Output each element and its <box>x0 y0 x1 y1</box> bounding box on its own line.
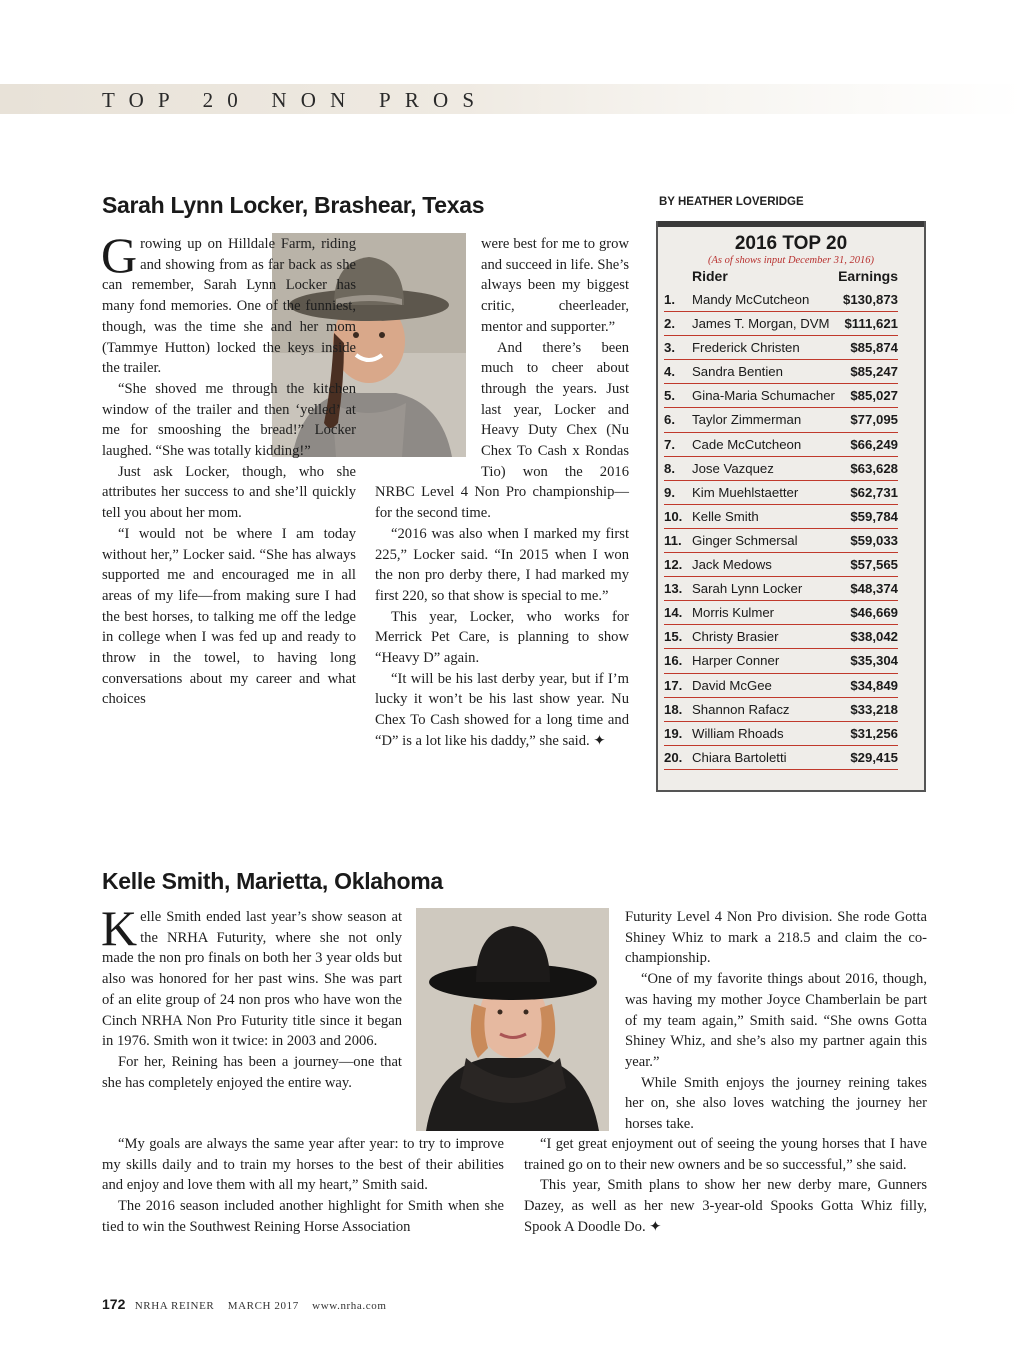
rank: 16. <box>664 653 683 669</box>
dropcap: K <box>101 900 138 956</box>
table-row <box>664 384 898 408</box>
article2-paragraph: “I get great enjoyment out of seeing the young horses that I have trained go on to their new owners and be so successful,” she said. <box>524 1136 927 1173</box>
rank: 11. <box>664 532 682 548</box>
rider-name: Gina-Maria Schumacher <box>692 388 835 404</box>
portrait-hat-woman-icon <box>416 908 609 1131</box>
byline: BY HEATHER LOVERIDGE <box>659 196 804 208</box>
article2-paragraph: While Smith enjoys the journey reining takes her on, she also loves watching the journey her horses take. <box>625 1074 927 1133</box>
earnings: $59,784 <box>850 508 898 524</box>
article1-paragraph: “I would not be where I am today without her,” Locker said. “She has always supported me and encouraged me in all areas of my life—from making sure I had the best horses, to talking me off the ledge in college when I was fed up and ready to throw in the towel, to having long conversations about my career and what choices <box>102 525 356 708</box>
table-row <box>664 698 898 722</box>
article2-column-2-lower <box>524 1134 927 1238</box>
rank: 5. <box>664 388 675 404</box>
top20-table <box>656 221 926 792</box>
article2-paragraph: The 2016 season included another highlight for Smith when she tied to win the Southwest Reining Horse Association <box>102 1198 504 1235</box>
rider-name: Christy Brasier <box>692 629 779 645</box>
page-number: 172 <box>102 1296 126 1312</box>
article1-headline: Sarah Lynn Locker, Brashear, Texas <box>102 192 485 218</box>
article1-paragraph: And there’s been much to cheer about through the years. Just last year, Locker and Heavy Duty Chex (Nu Chex To Cash x Rondas Tio) won the 2016 NRBC Level 4 Non Pro championship—for the second time. <box>375 339 629 522</box>
rank: 2. <box>664 316 675 332</box>
table-row <box>664 312 898 336</box>
rank: 7. <box>664 436 675 452</box>
article2-column-1 <box>101 900 402 1093</box>
rank: 13. <box>664 581 683 597</box>
article2-paragraph: “One of my favorite things about 2016, though, was having my mother Joyce Chamberlain be part of my team again,” Smith said. “She owns Gotta Shiney Whiz, and she’s also my partner again this year.” <box>625 971 927 1070</box>
table-row <box>664 505 898 529</box>
table-row <box>664 625 898 649</box>
column-header-rider: Rider <box>692 268 728 284</box>
table-subtitle: (As of shows input December 31, 2016) <box>708 255 874 266</box>
rider-name: Ginger Schmersal <box>692 532 798 548</box>
earnings: $31,256 <box>850 725 898 741</box>
table-row <box>664 553 898 577</box>
earnings: $130,873 <box>842 292 898 307</box>
table-row <box>664 577 898 601</box>
section-title: TOP 20 NON PROS <box>102 88 489 112</box>
rider-name: Frederick Christen <box>692 340 800 356</box>
rider-name: William Rhoads <box>692 725 784 741</box>
article1-paragraph: This year, Locker, who works for Merrick Pet Care, is planning to show “Heavy D” again. <box>375 608 629 667</box>
rider-name: Sarah Lynn Locker <box>692 581 803 597</box>
rank: 10. <box>664 508 683 524</box>
table-title: 2016 TOP 20 <box>734 233 848 254</box>
rank: 18. <box>664 701 683 717</box>
article2-paragraph: Futurity Level 4 Non Pro division. She rode Gotta Shiney Whiz to mark a 218.5 and claim the co-championship. <box>625 909 927 967</box>
table-row <box>664 336 898 360</box>
table-row <box>664 674 898 698</box>
rank: 4. <box>664 364 675 380</box>
table-row <box>664 408 898 432</box>
table-row <box>664 433 898 457</box>
rank: 6. <box>664 412 675 428</box>
table-row <box>664 481 898 505</box>
website-link[interactable]: www.nrha.com <box>312 1300 387 1312</box>
rider-name: Jack Medows <box>692 557 772 573</box>
earnings: $62,731 <box>850 484 898 500</box>
section-banner <box>0 84 1024 114</box>
article1-paragraph: Just ask Locker, though, who she attributes her success to and she’ll quickly tell you about her mom. <box>102 463 356 522</box>
rider-name: Kim Muehlstaetter <box>692 484 799 500</box>
article1-paragraph: “It will be his last derby year, but if I’m lucky it won’t be his last show year. Nu Chex To Cash showed for a long time and “D” is a lot like his daddy,” she said. ✦ <box>375 670 629 749</box>
rank: 14. <box>664 605 683 621</box>
earnings: $48,374 <box>850 581 898 597</box>
article1-paragraph: were best for me to grow and succeed in life. She’s always been my biggest critic, cheerleader, mentor and supporter.” <box>481 236 629 335</box>
rider-name: Mandy McCutcheon <box>692 292 810 307</box>
earnings: $85,027 <box>850 388 898 404</box>
article2-column-1-lower <box>102 1134 504 1238</box>
kelle-smith-photo <box>416 908 609 1131</box>
rider-name: Sandra Bentien <box>692 364 783 380</box>
article2-column-2 <box>625 907 927 1135</box>
article1-column-1 <box>101 227 356 710</box>
earnings: $59,033 <box>850 532 898 548</box>
table-row <box>664 288 898 312</box>
earnings: $66,249 <box>850 436 898 452</box>
table-row <box>664 529 898 553</box>
earnings: $34,849 <box>850 677 898 693</box>
table-row <box>664 746 898 770</box>
earnings: $38,042 <box>850 629 898 645</box>
rank: 19. <box>664 725 683 741</box>
rider-name: Shannon Rafacz <box>692 701 790 717</box>
article1-column-2 <box>375 234 629 752</box>
rank: 1. <box>664 292 675 307</box>
issue-date: MARCH 2017 <box>227 1300 299 1312</box>
article2-headline: Kelle Smith, Marietta, Oklahoma <box>102 868 443 894</box>
article2-paragraph: Kelle Smith ended last year’s show season at the NRHA Futurity, where she not only made the non pro finals on both her 3 year olds but also was honored for her past wins. She was part of an elite group of 24 non pros who have won the Cinch NRHA Non Pro Futurity title since it began in 1976. Smith won it twice: in 2003 and 2006. <box>101 900 402 1050</box>
earnings: $33,218 <box>850 701 898 717</box>
rider-name: Cade McCutcheon <box>692 436 802 452</box>
earnings: $77,095 <box>850 412 898 428</box>
table-body <box>658 288 924 770</box>
rider-name: James T. Morgan, DVM <box>692 316 830 332</box>
article1-paragraph: “2016 was also when I marked my first 225,” Locker said. “In 2015 when I won the non pro derby there, I had marked my first 220, so that show is special to me.” <box>375 525 629 604</box>
table-row <box>664 360 898 384</box>
earnings: $46,669 <box>850 605 898 621</box>
rider-name: Taylor Zimmerman <box>692 412 802 428</box>
earnings: $85,874 <box>850 340 898 356</box>
rank: 20. <box>664 749 683 765</box>
rider-name: David McGee <box>692 677 772 693</box>
table-row <box>664 601 898 625</box>
column-header-earnings: Earnings <box>838 268 898 284</box>
article2-paragraph: For her, Reining has been a journey—one that she has completely enjoyed the entire way. <box>102 1053 402 1091</box>
earnings: $63,628 <box>850 460 898 476</box>
earnings: $35,304 <box>850 653 898 669</box>
page-footer <box>102 1296 386 1312</box>
article2-paragraph: “My goals are always the same year after year: to try to improve my skills daily and to train my horses to the best of their abilities and enjoy and love them with all my heart,” Smith said. <box>102 1136 504 1194</box>
rank: 9. <box>664 484 675 500</box>
earnings: $111,621 <box>844 316 898 332</box>
article2-paragraph: This year, Smith plans to show her new derby mare, Gunners Dazey, as well as her new 3-year-old Spooks Gotta Whiz filly, Spook A Doodle Do. ✦ <box>524 1177 927 1235</box>
publication-name: NRHA REINER <box>134 1300 215 1312</box>
rider-name: Jose Vazquez <box>692 460 774 476</box>
table-row <box>664 649 898 673</box>
article1-paragraph: Growing up on Hilldale Farm, riding and showing from as far back as she can remember, Sarah Lynn Locker has many fond memories. One of the funniest, though, was the time she and her mom (Tammye Hutton) locked the keys inside the trailer. <box>101 227 356 377</box>
rider-name: Harper Conner <box>692 653 780 669</box>
rank: 17. <box>664 677 683 693</box>
rider-name: Morris Kulmer <box>692 605 775 621</box>
rider-name: Kelle Smith <box>692 508 759 524</box>
rider-name: Chiara Bartoletti <box>692 749 787 765</box>
table-header <box>658 268 924 288</box>
rank: 8. <box>664 460 675 476</box>
rank: 15. <box>664 629 683 645</box>
dropcap: G <box>101 227 138 283</box>
rank: 3. <box>664 340 675 356</box>
earnings: $85,247 <box>850 364 898 380</box>
table-top-bar <box>658 221 924 227</box>
article1-paragraph: “She shoved me through the kitchen window of the trailer and then ‘yelled’ at me for smooshing the bread!” Locker laughed. “She was totally kidding!” <box>102 380 356 460</box>
earnings: $29,415 <box>850 749 898 765</box>
earnings: $57,565 <box>850 557 898 573</box>
rank: 12. <box>664 557 683 573</box>
table-row <box>664 457 898 481</box>
table-row <box>664 722 898 746</box>
